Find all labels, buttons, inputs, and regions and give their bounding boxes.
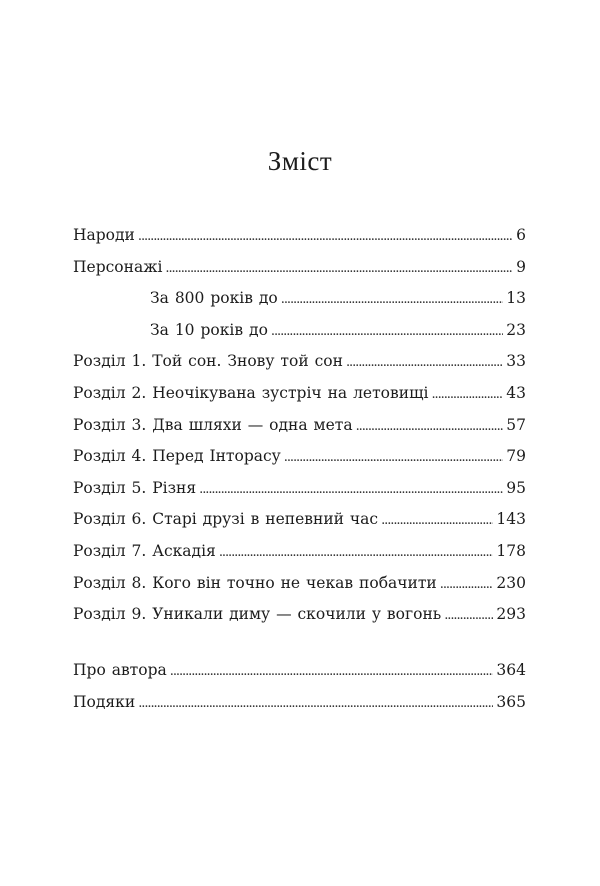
toc-entry-page: 33: [506, 352, 526, 371]
toc-dot-leader: [356, 416, 504, 434]
toc-entry-label: Розділ 7. Аскадія: [73, 541, 216, 560]
toc-entry: [73, 605, 526, 637]
toc-entry: [73, 352, 526, 384]
toc-entry-label: Розділ 4. Перед Інторасу: [73, 447, 281, 466]
toc-dot-leader: [138, 693, 493, 711]
toc-entry: [73, 226, 526, 258]
toc-entry: [73, 661, 526, 693]
toc-entry: [73, 542, 526, 574]
toc-entry-page: 13: [506, 289, 526, 308]
toc-entry-page: 143: [496, 510, 526, 529]
toc-entry-label: Розділ 9. Уникали диму — скочили у вогонь: [73, 605, 442, 624]
toc-entry-label: За 10 років до: [150, 320, 268, 339]
toc-dot-leader: [271, 321, 503, 339]
toc-dot-leader: [431, 384, 503, 402]
toc-entry-label: Персонажі: [73, 257, 163, 276]
toc-back-matter-list: [73, 661, 526, 724]
toc-entry-label: Розділ 5. Різня: [73, 478, 197, 497]
toc-entry-page: 6: [516, 226, 526, 244]
toc-entry-page: 57: [506, 415, 526, 434]
toc-entry-page: 95: [506, 478, 526, 497]
toc-entry: [73, 574, 526, 606]
toc-entry: [73, 510, 526, 542]
toc-entry-page: 230: [496, 573, 526, 592]
toc-entry-indented: [73, 289, 526, 321]
toc-entry-page: 79: [506, 447, 526, 466]
toc-entry-label: Подяки: [73, 692, 136, 711]
toc-dot-leader: [284, 447, 503, 465]
toc-dot-leader: [440, 574, 494, 592]
toc-main-list: [73, 226, 526, 637]
toc-entry-label: Розділ 6. Старі друзі в непевний час: [73, 510, 379, 529]
toc-entry-page: 364: [496, 661, 526, 679]
toc-entry-page: 43: [506, 383, 526, 402]
toc-entry-label: Розділ 1. Той сон. Знову той сон: [73, 352, 343, 371]
toc-entry: [73, 693, 526, 725]
toc-dot-leader: [281, 289, 504, 307]
toc-entry-page: 293: [496, 605, 526, 624]
toc-entry-label: Розділ 8. Кого він точно не чекав побачити: [73, 573, 437, 592]
toc-entry-label: Народи: [73, 226, 135, 244]
toc-dot-leader: [165, 258, 513, 276]
toc-entry-page: 178: [496, 541, 526, 560]
page-title: Зміст: [267, 146, 333, 176]
toc-dot-leader: [199, 479, 503, 497]
toc-entry-indented: [73, 321, 526, 353]
toc-dot-leader: [444, 605, 493, 623]
toc-entry: [73, 447, 526, 479]
toc-entry-page: 23: [506, 320, 526, 339]
toc-dot-leader: [381, 510, 493, 528]
toc-dot-leader: [219, 542, 494, 560]
toc-entry-label: Про автора: [73, 661, 167, 679]
toc-dot-leader: [170, 661, 494, 679]
toc-dot-leader: [346, 352, 503, 370]
toc-entry: [73, 384, 526, 416]
toc-entry: [73, 258, 526, 290]
toc-entry: [73, 416, 526, 448]
toc-entry: [73, 479, 526, 511]
toc-entry-page: 365: [496, 692, 526, 711]
toc-entry-label: Розділ 3. Два шляхи — одна мета: [73, 415, 353, 434]
toc-entry-label: За 800 років до: [150, 289, 278, 308]
toc-entry-label: Розділ 2. Неочікувана зустріч на летовищі: [73, 383, 429, 402]
toc-entry-page: 9: [516, 257, 526, 276]
toc-dot-leader: [138, 226, 513, 244]
